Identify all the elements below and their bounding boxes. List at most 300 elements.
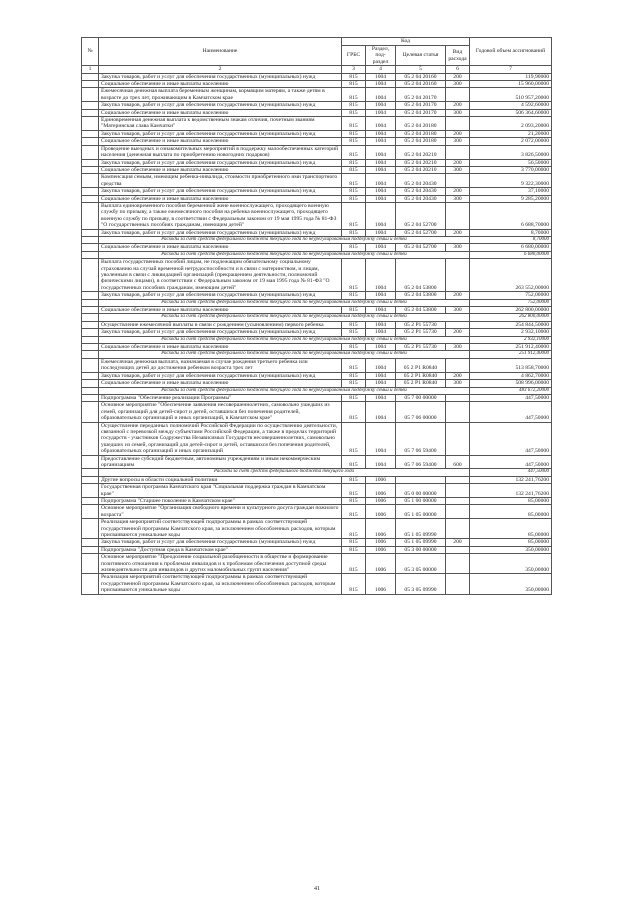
article-code: 05 2 P1 R0840 [396, 372, 446, 379]
table-row [82, 259, 552, 292]
grbs-code: 815 [342, 394, 366, 401]
section-code: 1004 [366, 88, 396, 102]
amount: 2 072,00000 [470, 138, 552, 145]
item-name: Реализация мероприятий соответствующей подпрограммы в рамках соответствующей государственной программы Камчатского края, за исключением обособленных расходов, которым присваиваются уникальные коды [99, 574, 342, 594]
row-number-cell [82, 314, 99, 321]
table-row [82, 402, 552, 422]
item-name: Предоставление субсидий бюджетным, автономным учреждениям и иным некоммерческим организациям [99, 455, 342, 469]
note-amount: 752,00000 [470, 299, 552, 306]
row-number-cell [82, 73, 99, 80]
grbs-code: 815 [342, 130, 366, 137]
amount: 85,00000 [470, 519, 552, 539]
section-code: 1006 [366, 505, 396, 519]
table-row [82, 505, 552, 519]
item-name: Социальное обеспечение и иные выплаты населению [99, 344, 342, 351]
expense-type [446, 259, 470, 292]
expense-type: 200 [446, 73, 470, 80]
note-text: Расходы за счет средств федерального бюджета текущего года [99, 469, 470, 476]
budget-table [81, 37, 552, 595]
expense-type: 200 [446, 102, 470, 109]
grbs-code: 815 [342, 402, 366, 422]
amount: 9 285,20000 [470, 195, 552, 202]
grbs-code: 815 [342, 574, 366, 594]
item-name: Основное мероприятие "Обеспечение заявления несовершеннолетних, самовольно ушедших из семей, организаций для детей-сирот и детей, оставшихся без попечения родителей, образовательных организаций и иных организаций, в Камчатском крае" [99, 402, 342, 422]
note-text: Расходы за счет средств федерального бюджета текущего года по неурегулированным поддержку семьи и детей [99, 387, 470, 394]
expense-type: 300 [446, 244, 470, 251]
row-number-cell [82, 159, 99, 166]
table-row [82, 195, 552, 202]
item-name: Социальное обеспечение и иные выплаты населению [99, 307, 342, 314]
section-code: 1004 [366, 321, 396, 328]
table-row [82, 229, 552, 236]
section-code: 1004 [366, 307, 396, 314]
section-code: 1004 [366, 422, 396, 455]
row-number-cell [82, 394, 99, 401]
expense-type: 200 [446, 372, 470, 379]
expense-type: 300 [446, 344, 470, 351]
amount: 37,10000 [470, 188, 552, 195]
row-number-cell [82, 519, 99, 539]
expense-type: 200 [446, 188, 470, 195]
grbs-code: 815 [342, 259, 366, 292]
table-row [82, 321, 552, 328]
table-row [82, 329, 552, 336]
amount: 447,50000 [470, 402, 552, 422]
note-amount: 251 912,40000 [470, 351, 552, 358]
grbs-code: 815 [342, 188, 366, 195]
expense-type: 200 [446, 159, 470, 166]
section-code: 1004 [366, 159, 396, 166]
row-number-cell [82, 321, 99, 328]
amount: 263 552,00000 [470, 259, 552, 292]
item-name: Подпрограмма "Старшее поколение в Камчатском крае" [99, 498, 342, 505]
article-code: 05 2 04 52700 [396, 229, 446, 236]
row-number-cell [82, 455, 99, 469]
row-number-cell [82, 130, 99, 137]
row-number-cell [82, 251, 99, 258]
note-row [82, 469, 552, 476]
grbs-code: 815 [342, 81, 366, 88]
table-row [82, 554, 552, 574]
item-name: Закупка товаров, работ и услуг для обеспечения государственных (муниципальных) нужд [99, 539, 342, 546]
section-code: 1004 [366, 102, 396, 109]
note-amount: 262 800,00000 [470, 314, 552, 321]
row-number-cell [82, 539, 99, 546]
item-name: Основное мероприятие "Организация свободного времени и культурного досуга граждан пожилого возраста" [99, 505, 342, 519]
section-code: 1006 [366, 498, 396, 505]
amount: 85,00000 [470, 539, 552, 546]
article-code: 05 7 06 59400 [396, 422, 446, 455]
note-row [82, 351, 552, 358]
article-code: 05 2 04 20430 [396, 174, 446, 188]
expense-type: 200 [446, 130, 470, 137]
item-name: Подпрограмма "Доступная среда в Камчатском крае" [99, 546, 342, 553]
table-row [82, 358, 552, 372]
expense-type: 200 [446, 539, 470, 546]
amount: 254 844,50000 [470, 321, 552, 328]
item-name: Социальное обеспечение и иные выплаты населению [99, 138, 342, 145]
section-code: 1004 [366, 380, 396, 387]
index-cell: 5 [396, 66, 446, 73]
section-code: 1004 [366, 259, 396, 292]
amount: 3 770,00000 [470, 166, 552, 173]
expense-type [446, 358, 470, 372]
row-number-cell [82, 138, 99, 145]
article-code: 05 2 04 20180 [396, 130, 446, 137]
note-text: Расходы за счет средств федерального бюджета текущего года по неурегулированным поддержку семьи и детей [99, 251, 470, 258]
amount: 447,50000 [470, 394, 552, 401]
expense-type [446, 394, 470, 401]
amount: 119,90000 [470, 73, 552, 80]
amount: 85,00000 [470, 505, 552, 519]
expense-type [446, 574, 470, 594]
table-row [82, 498, 552, 505]
row-number-cell [82, 469, 99, 476]
amount: 447,50000 [470, 455, 552, 469]
row-number-cell [82, 387, 99, 394]
grbs-code: 815 [342, 229, 366, 236]
section-code: 1004 [366, 109, 396, 116]
row-number-cell [82, 174, 99, 188]
item-name: Закупка товаров, работ и услуг для обеспечения государственных (муниципальных) нужд [99, 188, 342, 195]
table-row [82, 422, 552, 455]
amount: 506 364,60000 [470, 109, 552, 116]
grbs-code: 815 [342, 344, 366, 351]
amount: 3 826,50000 [470, 145, 552, 159]
section-code: 1004 [366, 229, 396, 236]
grbs-code: 815 [342, 546, 366, 553]
row-number-cell [82, 236, 99, 243]
section-code: 1004 [366, 244, 396, 251]
index-cell: 3 [342, 66, 366, 73]
section-code: 1004 [366, 394, 396, 401]
table-body [82, 73, 552, 594]
row-number-cell [82, 372, 99, 379]
expense-type [446, 554, 470, 574]
item-name: Ежемесячная денежная выплата беременным женщинам, кормящим матерям, а также детям в возрасте до трех лет, проживающим в Камчатском крае [99, 88, 342, 102]
item-name: Закупка товаров, работ и услуг для обеспечения государственных (муниципальных) нужд [99, 229, 342, 236]
section-code: 1004 [366, 117, 396, 131]
note-text: Расходы за счет средств федерального бюджета текущего года по неурегулированным поддержку семьи и детей [99, 236, 470, 243]
index-cell: 6 [446, 66, 470, 73]
note-row [82, 336, 552, 343]
grbs-code: 815 [342, 102, 366, 109]
row-number-cell [82, 81, 99, 88]
article-code: 05 2 04 20180 [396, 117, 446, 131]
header-section: Раздел, под-раздел [366, 46, 396, 66]
note-row [82, 251, 552, 258]
amount: 21,20000 [470, 130, 552, 137]
table-row [82, 519, 552, 539]
table-row [82, 344, 552, 351]
index-cell: 2 [99, 66, 342, 73]
section-code: 1004 [366, 455, 396, 469]
article-code: 05 0 00 00000 [396, 484, 446, 498]
article-code: 05 7 06 00000 [396, 402, 446, 422]
grbs-code: 815 [342, 358, 366, 372]
expense-type [446, 402, 470, 422]
grbs-code: 815 [342, 117, 366, 131]
row-number-cell [82, 202, 99, 229]
section-code: 1004 [366, 73, 396, 80]
index-cell: 1 [82, 66, 99, 73]
note-row [82, 314, 552, 321]
grbs-code: 815 [342, 519, 366, 539]
article-code: 05 3 00 00000 [396, 546, 446, 553]
row-number-cell [82, 505, 99, 519]
note-amount: 2 932,10000 [470, 336, 552, 343]
grbs-code: 815 [342, 554, 366, 574]
article-code: 05 2 P1 55730 [396, 344, 446, 351]
table-row [82, 88, 552, 102]
header-grbs: ГРБС [342, 46, 366, 66]
article-code: 05 2 04 53800 [396, 292, 446, 299]
amount: 350,00000 [470, 574, 552, 594]
expense-type: 300 [446, 138, 470, 145]
section-code: 1004 [366, 372, 396, 379]
header-name: Наименование [99, 38, 342, 66]
row-number-cell [82, 380, 99, 387]
section-code: 1004 [366, 358, 396, 372]
table-row [82, 145, 552, 159]
note-row [82, 387, 552, 394]
grbs-code: 815 [342, 166, 366, 173]
grbs-code: 815 [342, 539, 366, 546]
row-number-cell [82, 229, 99, 236]
item-name: Закупка товаров, работ и услуг для обеспечения государственных (муниципальных) нужд [99, 292, 342, 299]
expense-type: 200 [446, 329, 470, 336]
table-row [82, 394, 552, 401]
row-number-cell [82, 109, 99, 116]
expense-type [446, 498, 470, 505]
note-text: Расходы за счет средств федерального бюджета текущего года по неурегулированным поддержку семьи и детей [99, 351, 470, 358]
amount: 752,00000 [470, 292, 552, 299]
item-name: Социальное обеспечение и иные выплаты населению [99, 166, 342, 173]
row-number-cell [82, 188, 99, 195]
grbs-code: 815 [342, 244, 366, 251]
row-number-cell [82, 166, 99, 173]
grbs-code: 815 [342, 380, 366, 387]
article-code: 05 1 05 09990 [396, 539, 446, 546]
amount: 350,00000 [470, 546, 552, 553]
header-article: Целевая статья [396, 46, 446, 66]
row-number-cell [82, 344, 99, 351]
expense-type: 300 [446, 195, 470, 202]
item-name: Государственная программа Камчатского края "Социальная поддержка граждан в Камчатском крае" [99, 484, 342, 498]
table-row [82, 73, 552, 80]
amount: 85,00000 [470, 498, 552, 505]
table-row [82, 244, 552, 251]
table-row [82, 455, 552, 469]
section-code: 1004 [366, 202, 396, 229]
expense-type [446, 321, 470, 328]
section-code: 1004 [366, 166, 396, 173]
article-code: 05 7 06 59400 [396, 455, 446, 469]
table-row [82, 292, 552, 299]
item-name: Закупка товаров, работ и услуг для обеспечения государственных (муниципальных) нужд [99, 159, 342, 166]
table-row [82, 372, 552, 379]
grbs-code: 815 [342, 73, 366, 80]
item-name: Осуществление ежемесячной выплаты в связи с рождением (усыновлением) первого ребенка [99, 321, 342, 328]
row-number-cell [82, 102, 99, 109]
article-code: 05 2 04 20210 [396, 166, 446, 173]
table-row [82, 138, 552, 145]
page-number: 41 [314, 886, 320, 892]
table-row [82, 166, 552, 173]
section-code: 1004 [366, 195, 396, 202]
article-code: 05 2 P1 R0840 [396, 380, 446, 387]
table-row [82, 380, 552, 387]
item-name: Закупка товаров, работ и услуг для обеспечения государственных (муниципальных) нужд [99, 73, 342, 80]
table-row [82, 539, 552, 546]
grbs-code: 815 [342, 174, 366, 188]
amount: 350,00000 [470, 554, 552, 574]
note-text: Расходы за счет средств федерального бюджета текущего года по неурегулированным поддержку семьи и детей [99, 314, 470, 321]
table-row [82, 484, 552, 498]
row-number-cell [82, 299, 99, 306]
grbs-code: 815 [342, 195, 366, 202]
expense-type [446, 145, 470, 159]
table-row [82, 188, 552, 195]
article-code: 05 3 05 09990 [396, 574, 446, 594]
item-name: Осуществление переданных полномочий Российской Федерации по осуществлению деятельности, связанной с перевозкой между субъектами Российской Федерации, а также в пределах территорий государств - участников Содружества Независимых Государств несовершеннолетних, самовольно ушедших из семей, организаций для детей-сирот и детей, оставшихся без попечения родителей, образовательных организаций и иных организаций [99, 422, 342, 455]
row-number-cell [82, 336, 99, 343]
expense-type [446, 117, 470, 131]
section-code: 1004 [366, 81, 396, 88]
grbs-code: 815 [342, 505, 366, 519]
row-number-cell [82, 329, 99, 336]
expense-type: 300 [446, 380, 470, 387]
article-code: 05 1 00 00000 [396, 498, 446, 505]
item-name: Закупка товаров, работ и услуг для обеспечения государственных (муниципальных) нужд [99, 102, 342, 109]
section-code: 1004 [366, 145, 396, 159]
section-code: 1006 [366, 554, 396, 574]
article-code: 05 2 04 53800 [396, 259, 446, 292]
article-code: 05 2 04 20210 [396, 145, 446, 159]
table-header [82, 38, 552, 74]
expense-type [446, 476, 470, 483]
grbs-code: 815 [342, 455, 366, 469]
section-code: 1004 [366, 188, 396, 195]
grbs-code: 815 [342, 321, 366, 328]
index-cell: 4 [366, 66, 396, 73]
expense-type: 300 [446, 109, 470, 116]
header-amount: Годовой объем ассигнований [470, 38, 552, 66]
section-code: 1004 [366, 174, 396, 188]
row-number-cell [82, 422, 99, 455]
grbs-code: 815 [342, 138, 366, 145]
amount: 8,70000 [470, 229, 552, 236]
expense-type: 200 [446, 229, 470, 236]
section-code: 1004 [366, 292, 396, 299]
item-name: Единовременная денежная выплата к ведомственным знакам отличия, почетным званиям "Материнская слава Камчатки" [99, 117, 342, 131]
table-row [82, 307, 552, 314]
row-number-cell [82, 292, 99, 299]
article-code: 05 2 04 20170 [396, 102, 446, 109]
expense-type: 200 [446, 292, 470, 299]
grbs-code: 815 [342, 476, 366, 483]
expense-type [446, 546, 470, 553]
expense-type: 300 [446, 166, 470, 173]
item-name: Социальное обеспечение и иные выплаты населению [99, 244, 342, 251]
expense-type: 300 [446, 307, 470, 314]
row-number-cell [82, 117, 99, 131]
note-amount: 447,50000 [470, 469, 552, 476]
item-name: Закупка товаров, работ и услуг для обеспечения государственных (муниципальных) нужд [99, 130, 342, 137]
article-code: 05 2 P1 55730 [396, 329, 446, 336]
expense-type: 600 [446, 455, 470, 469]
grbs-code: 815 [342, 307, 366, 314]
item-name: Выплата единовременного пособия беременной жене военнослужащего, проходящего военную службу по призыву, а также ежемесячного пособия на ребенка военнослужащего, проходящего военную службу по призыву, в соответствии с Федеральным законом от 19 мая 1995 года № 81-ФЗ "О государственных пособиях гражданам, имеющим детей" [99, 202, 342, 229]
item-name: Реализация мероприятий соответствующей подпрограммы в рамках соответствующей государственной программы Камчатского края, за исключением обособленных расходов, которым присваиваются уникальные коды [99, 519, 342, 539]
table-row [82, 102, 552, 109]
expense-type [446, 88, 470, 102]
row-number-cell [82, 244, 99, 251]
section-code: 1004 [366, 344, 396, 351]
header-number: № [82, 38, 99, 66]
grbs-code: 815 [342, 292, 366, 299]
article-code: 05 2 04 52700 [396, 244, 446, 251]
item-name: Другие вопросы в области социальной политики [99, 476, 342, 483]
row-number-cell [82, 88, 99, 102]
row-number-cell [82, 195, 99, 202]
row-number-cell [82, 402, 99, 422]
grbs-code: 815 [342, 159, 366, 166]
section-code: 1006 [366, 484, 396, 498]
amount: 2 932,10000 [470, 329, 552, 336]
item-name: Закупка товаров, работ и услуг для обеспечения государственных (муниципальных) нужд [99, 372, 342, 379]
note-text: Расходы за счет средств федерального бюджета текущего года по неурегулированным поддержку семьи и детей [99, 299, 470, 306]
article-code: 05 2 04 20170 [396, 88, 446, 102]
note-amount: 483 672,20000 [470, 387, 552, 394]
item-name: Выплата государственных пособий лицам, не подлежащим обязательному социальному страхованию на случай временной нетрудоспособности и в связи с материнством, и лицам, уволенным в связи с ликвидацией организаций (прекращением деятельности, полномочий физическими лицами), в соответствии с Федеральным законом от 19 мая 1995 года № 81-ФЗ "О государственных пособиях гражданам, имеющим детей" [99, 259, 342, 292]
amount: 56,50000 [470, 159, 552, 166]
row-number-cell [82, 574, 99, 594]
section-code: 1004 [366, 329, 396, 336]
table-row [82, 81, 552, 88]
article-code: 05 2 04 20160 [396, 81, 446, 88]
item-name: Социальное обеспечение и иные выплаты населению [99, 81, 342, 88]
note-row [82, 236, 552, 243]
amount: 508 996,00000 [470, 380, 552, 387]
row-number-cell [82, 351, 99, 358]
amount: 15 960,00000 [470, 81, 552, 88]
amount: 4 592,60000 [470, 102, 552, 109]
row-number-cell [82, 358, 99, 372]
article-code: 05 2 P1 55730 [396, 321, 446, 328]
grbs-code: 815 [342, 422, 366, 455]
amount: 9 322,30000 [470, 174, 552, 188]
row-number-cell [82, 484, 99, 498]
expense-type [446, 422, 470, 455]
grbs-code: 815 [342, 145, 366, 159]
row-number-cell [82, 476, 99, 483]
article-code [396, 476, 446, 483]
note-amount: 6 680,00000 [470, 251, 552, 258]
article-code: 05 7 00 00000 [396, 394, 446, 401]
amount: 447,50000 [470, 422, 552, 455]
section-code: 1006 [366, 539, 396, 546]
table-row [82, 117, 552, 131]
article-code: 05 2 P1 R0840 [396, 358, 446, 372]
expense-type: 300 [446, 81, 470, 88]
expense-type [446, 519, 470, 539]
item-name: Основное мероприятие "Преодоление социальной разобщенности в обществе и формирование позитивного отношения к проблемам инвалидов и к проблемам обеспечения доступной среды жизнедеятельности для инвалидов и других маломобильных групп населения" [99, 554, 342, 574]
article-code: 05 2 04 20430 [396, 195, 446, 202]
section-code: 1006 [366, 574, 396, 594]
article-code: 05 1 05 00000 [396, 505, 446, 519]
expense-type [446, 202, 470, 229]
